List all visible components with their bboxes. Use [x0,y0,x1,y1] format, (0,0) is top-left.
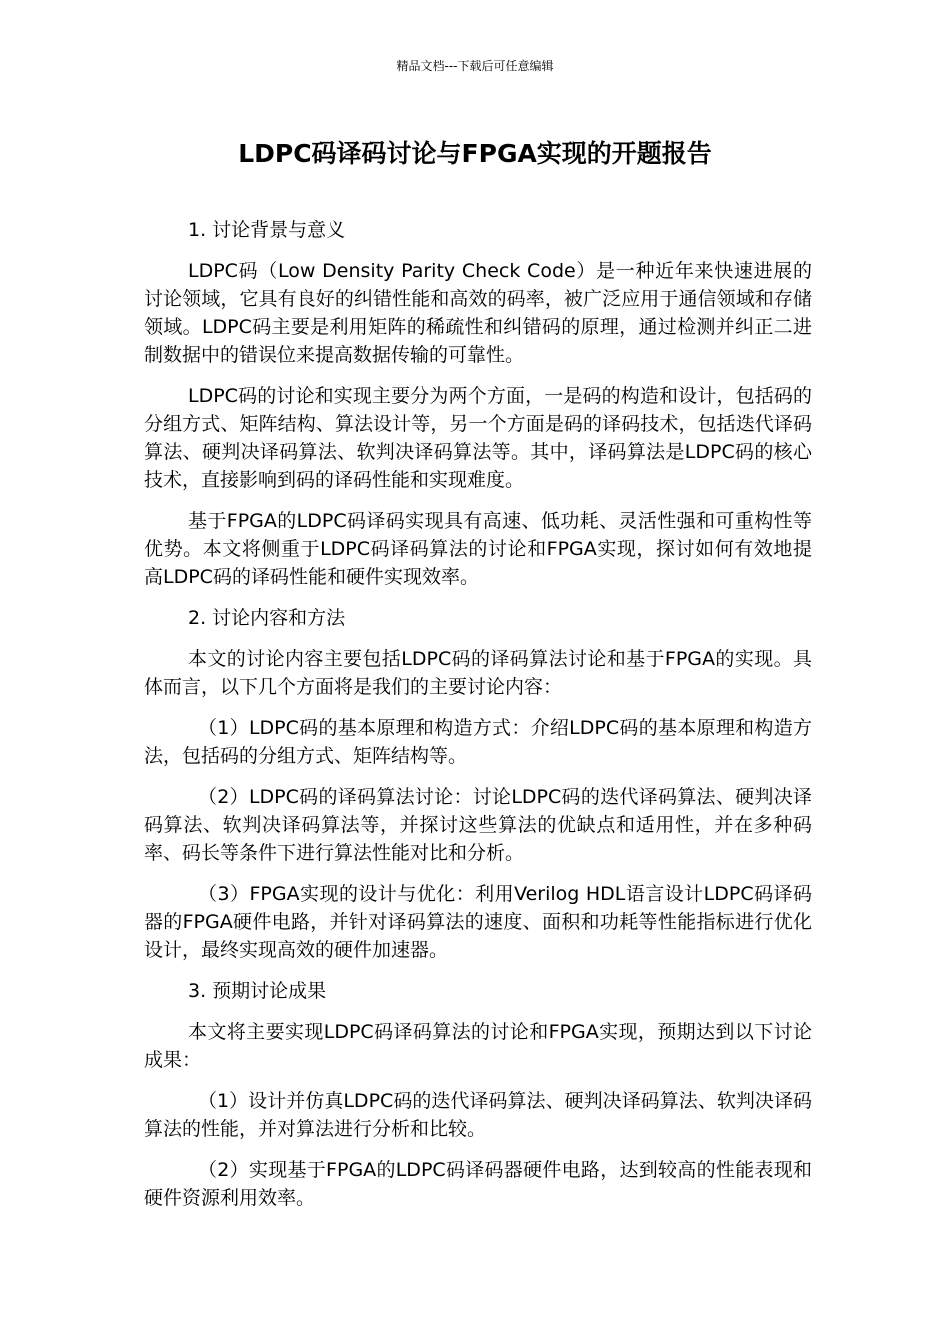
section-heading-background: 1. 讨论背景与意义 [188,219,346,241]
document-body [144,216,812,1225]
paragraph: 本文的讨论内容主要包括LDPC码的译码算法讨论和基于FPGA的实现。具体而言，以下几个方面将是我们的主要讨论内容： [144,648,812,698]
paragraph: 基于FPGA的LDPC码译码实现具有高速、低功耗、灵活性强和可重构性等优势。本文将侧重于LDPC码译码算法的讨论和FPGA实现，探讨如何有效地提高LDPC码的译码性能和硬件实现效率。 [144,510,812,588]
section-heading-content-methods: 2. 讨论内容和方法 [188,607,346,629]
list-item: （1）LDPC码的基本原理和构造方式：介绍LDPC码的基本原理和构造方法，包括码的分组方式、矩阵结构等。 [144,717,812,767]
list-item: （3）FPGA实现的设计与优化：利用Verilog HDL语言设计LDPC码译码器的FPGA硬件电路，并针对译码算法的速度、面积和功耗等性能指标进行优化设计，最终实现高效的硬件加速器。 [144,883,812,961]
document-title: LDPC码译码讨论与FPGA实现的开题报告 [238,139,712,168]
list-item: （2）实现基于FPGA的LDPC码译码器硬件电路，达到较高的性能表现和硬件资源利用效率。 [144,1159,812,1209]
list-item: （2）LDPC码的译码算法讨论：讨论LDPC码的迭代译码算法、硬判决译码算法、软判决译码算法等，并探讨这些算法的优缺点和适用性，并在多种码率、码长等条件下进行算法性能对比和分析。 [144,786,812,864]
paragraph: LDPC码（Low Density Parity Check Code）是一种近年来快速进展的讨论领域，它具有良好的纠错性能和高效的码率，被广泛应用于通信领域和存储领域。LDPC码主要是利用矩阵的稀疏性和纠错码的原理，通过检测并纠正二进制数据中的错误位来提高数据传输的可靠性。 [144,260,812,366]
page-header: 精品文档---下载后可任意编辑 [396,59,554,73]
list-item: （1）设计并仿真LDPC码的迭代译码算法、硬判决译码算法、软判决译码算法的性能，并对算法进行分析和比较。 [144,1090,812,1140]
section-heading-expected-results: 3. 预期讨论成果 [188,980,327,1002]
paragraph: 本文将主要实现LDPC码译码算法的讨论和FPGA实现，预期达到以下讨论成果： [144,1021,812,1071]
paragraph: LDPC码的讨论和实现主要分为两个方面，一是码的构造和设计，包括码的分组方式、矩阵结构、算法设计等，另一个方面是码的译码技术，包括迭代译码算法、硬判决译码算法、软判决译码算法等。其中，译码算法是LDPC码的核心技术，直接影响到码的译码性能和实现难度。 [144,385,812,491]
